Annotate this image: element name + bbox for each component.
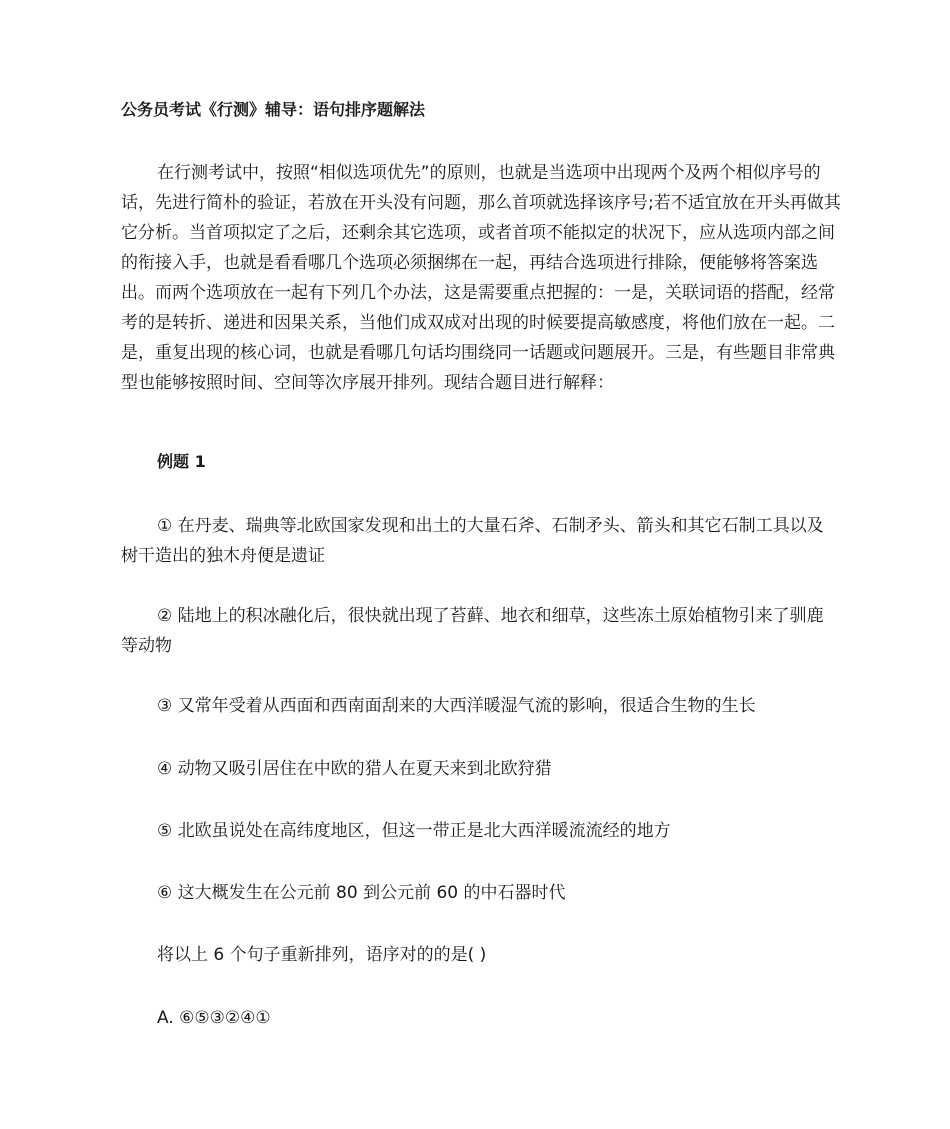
example-heading: 例题 1 [157, 452, 206, 471]
sentence-5: ⑤ 北欧虽说处在高纬度地区，但这一带正是北大西洋暖流流经的地方 [157, 821, 671, 841]
intro-paragraph: 在行测考试中，按照“相似选项优先”的原则，也就是当选项中出现两个及两个相似序号的话，先进行简朴的验证，若放在开头没有问题，那么首项就选择该序号;若不适宜放在开头再做其它分析。当首项拟定了之后，还剩余其它选项，或者首项不能拟定的状况下，应从选项内部之间的衔接入手，也就是看看哪几个选项必须捆绑在一起，再结合选项进行排除，便能够将答案选出。而两个选项放在一起有下列几个办法，这是需要重点把握的：一是，关联词语的搭配，经常考的是转折、递进和因果关系，当他们成双成对出现的时候要提高敏感度，将他们放在一起。二是，重复出现的核心词，也就是看哪几句话均围绕同一话题或问题展开。三是，有些题目非常典型也能够按照时间、空间等次序展开排列。现结合题目进行解释： [121, 163, 841, 393]
document-title: 公务员考试《行测》辅导：语句排序题解法 [121, 100, 426, 119]
question-text: 将以上 6 个句子重新排列，语序对的的是( ) [157, 945, 487, 965]
sentence-2: ② 陆地上的积冰融化后，很快就出现了苔藓、地衣和细草，这些冻土原始植物引来了驯鹿等动物 [121, 606, 824, 656]
option-a: A. ⑥⑤③②④① [157, 1008, 271, 1028]
sentence-4: ④ 动物又吸引居住在中欧的猎人在夏天来到北欧狩猎 [157, 759, 552, 779]
sentence-6: ⑥ 这大概发生在公元前 80 到公元前 60 的中石器时代 [157, 883, 566, 903]
sentence-1: ① 在丹麦、瑞典等北欧国家发现和出土的大量石斧、石制矛头、箭头和其它石制工具以及树干造出的独木舟便是遗证 [121, 516, 824, 566]
sentence-3: ③ 又常年受着从西面和西南面刮来的大西洋暖湿气流的影响，很适合生物的生长 [157, 696, 756, 716]
